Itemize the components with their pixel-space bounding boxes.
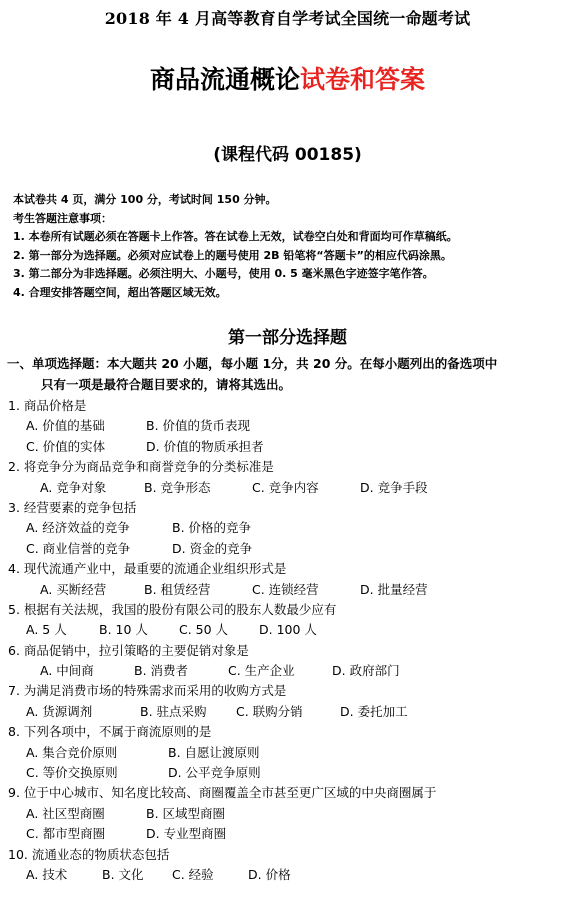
question-stem: 6. 商品促销中，拉引策略的主要促销对象是: [8, 642, 249, 658]
option-b: B. 10 人: [99, 622, 148, 638]
option-c: C. 价值的实体: [26, 438, 106, 454]
instruction-line: 一、单项选择题：本大题共 20 小题，每小题 1分，共 20 分。在每小题列出的备选项中: [7, 356, 498, 371]
option-d: D. 委托加工: [340, 703, 408, 719]
option-c: C. 等价交换原则: [26, 765, 118, 781]
question-stem: 8. 下列各项中，不属于商流原则的是: [8, 724, 212, 740]
option-b: B. 文化: [102, 866, 144, 882]
note-line: 3. 第二部分为非选择题。必须注明大、小题号，使用 0. 5 毫米黑色字迹签字笔作答。: [13, 267, 434, 280]
exam-notes: [13, 191, 573, 302]
option-d: D. 专业型商圈: [146, 826, 227, 842]
option-a: A. 价值的基础: [26, 418, 105, 434]
question-stem: 1. 商品价格是: [8, 398, 87, 413]
option-row: [8, 865, 573, 885]
option-b: B. 租赁经营: [144, 581, 211, 597]
note-line: 考生答题注意事项：: [13, 211, 112, 225]
option-d: D. 政府部门: [332, 663, 400, 679]
option-c: C. 连锁经营: [252, 581, 319, 597]
note-line: 2. 第一部分为选择题。必须对应试卷上的题号使用 2B 铅笔将“答题卡”的相应代码涂黑。: [13, 248, 452, 262]
option-b: B. 自愿让渡原则: [168, 744, 260, 760]
option-a: A. 社区型商圈: [26, 805, 105, 821]
option-d: D. 竞争手段: [360, 479, 428, 495]
option-b: B. 驻点采购: [140, 703, 207, 719]
option-d: D. 价格: [248, 866, 291, 882]
option-c: C. 50 人: [179, 622, 229, 638]
note-line: 4. 合理安排答题空间，超出答题区域无效。: [13, 285, 227, 299]
option-row: [8, 518, 573, 538]
question-stem: 9. 位于中心城市、知名度比较高、商圈覆盖全市甚至更广区域的中央商圈属于: [8, 785, 437, 801]
option-a: A. 货源调剂: [26, 703, 93, 719]
option-row: [8, 416, 573, 436]
question-stem: 10. 流通业态的物质状态包括: [8, 846, 170, 862]
option-a: A. 竞争对象: [40, 479, 107, 495]
option-row: [8, 580, 573, 600]
option-b: B. 区域型商圈: [146, 805, 226, 821]
note-line: 1. 本卷所有试题必须在答题卡上作答。答在试卷上无效，试卷空白处和背面均可作草稿纸。: [13, 230, 458, 243]
option-d: D. 公平竞争原则: [168, 765, 261, 781]
option-c: C. 商业信誉的竞争: [26, 540, 131, 556]
question-stem: 2. 将竞争分为商品竞争和商誉竞争的分类标准是: [8, 459, 274, 475]
option-d: D. 资金的竞争: [172, 540, 253, 556]
option-b: B. 消费者: [134, 663, 189, 679]
question-list: [8, 396, 573, 885]
course-code: (课程代码 00185): [213, 145, 362, 165]
option-row: [8, 763, 573, 783]
option-row: [8, 539, 573, 559]
option-row: [8, 620, 573, 640]
option-a: A. 集合竞价原则: [26, 744, 118, 760]
option-row: [8, 478, 573, 498]
instruction-line: 只有一项是最符合题目要求的，请将其选出。: [41, 377, 292, 392]
document-title: [0, 60, 575, 96]
section-title: 第一部分选择题: [228, 328, 347, 348]
note-line: 本试卷共 4 页，满分 100 分，考试时间 150 分钟。: [13, 193, 277, 206]
option-c: C. 都市型商圈: [26, 826, 106, 842]
exam-title: 2018 年 4 月高等教育自学考试全国统一命题考试: [104, 9, 471, 28]
option-d: D. 100 人: [259, 622, 317, 638]
option-row: [8, 661, 573, 681]
option-c: C. 联购分销: [236, 703, 303, 719]
option-row: [8, 437, 573, 457]
question-stem: 5. 根据有关法规，我国的股份有限公司的股东人数最少应有: [8, 601, 337, 617]
option-d: D. 批量经营: [360, 581, 428, 597]
option-row: [8, 743, 573, 763]
option-row: [8, 702, 573, 722]
option-a: A. 技术: [26, 866, 68, 882]
section-instructions: [7, 353, 572, 395]
option-row: [8, 824, 573, 844]
document-title-accent: 试卷和答案: [300, 65, 426, 94]
document-title-main: 商品流通概论: [149, 65, 300, 94]
option-b: B. 价格的竞争: [172, 520, 252, 536]
question-stem: 7. 为满足消费市场的特殊需求而采用的收购方式是: [8, 683, 287, 699]
option-c: C. 经验: [172, 866, 214, 882]
option-d: D. 价值的物质承担者: [146, 438, 264, 454]
question-stem: 3. 经营要素的竞争包括: [8, 499, 137, 515]
option-a: A. 买断经营: [40, 581, 107, 597]
option-a: A. 中间商: [40, 663, 94, 679]
option-a: A. 5 人: [26, 622, 67, 638]
option-b: B. 价值的货币表现: [146, 418, 251, 434]
option-row: [8, 804, 573, 824]
option-c: C. 竞争内容: [252, 479, 319, 495]
option-a: A. 经济效益的竞争: [26, 520, 130, 536]
question-stem: 4. 现代流通产业中，最重要的流通企业组织形式是: [8, 561, 287, 577]
option-b: B. 竞争形态: [144, 479, 211, 495]
option-c: C. 生产企业: [228, 663, 295, 679]
